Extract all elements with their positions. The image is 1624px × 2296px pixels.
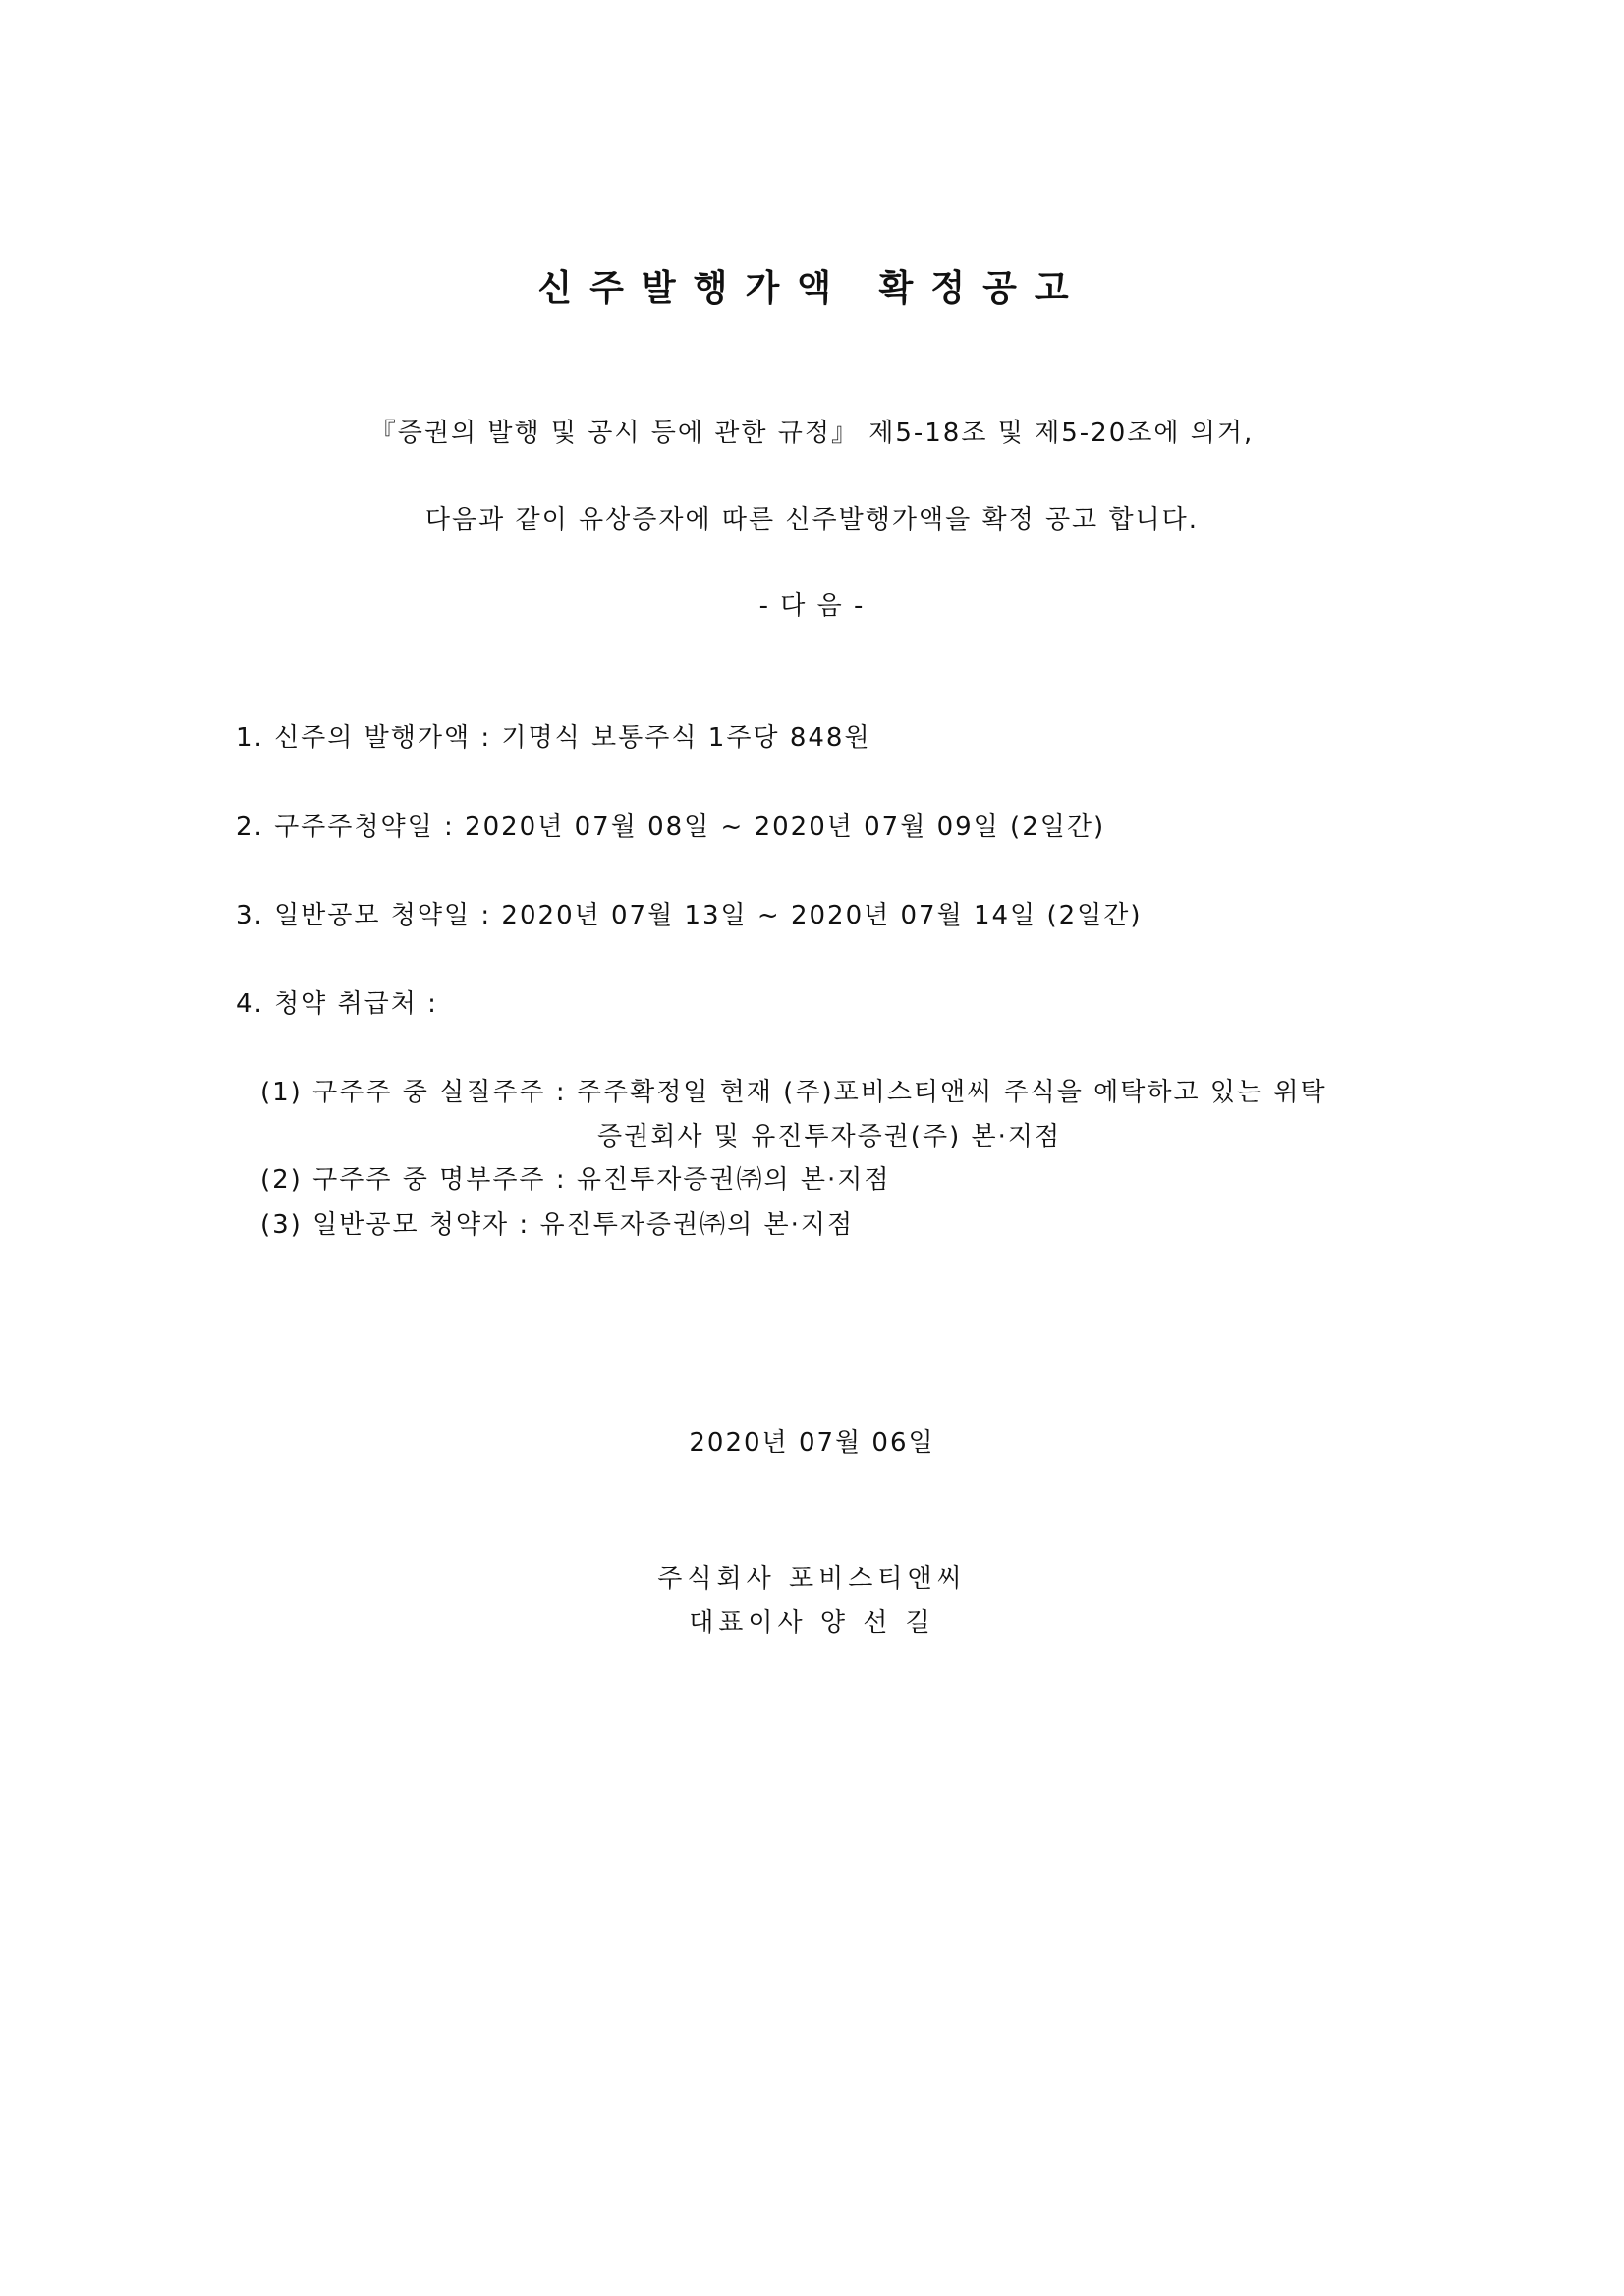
separator-text: - 다 음 - — [758, 591, 866, 621]
intro-line-2: 다음과 같이 유상증자에 따른 신주발행가액을 확정 공고 합니다. — [424, 505, 1200, 534]
list-item-3: 3. 일반공모 청약일 : 2020년 07월 13일 ~ 2020년 07월 14일 (2일간) — [236, 901, 1143, 930]
subitem-1-line-2: 증권회사 및 유진투자증권(주) 본·지점 — [597, 1122, 1062, 1151]
intro-line-1: 『증권의 발행 및 공시 등에 관한 규정』 제5-18조 및 제5-20조에 의거, — [369, 419, 1255, 448]
list-item-1: 1. 신주의 발행가액 : 기명식 보통주식 1주당 848원 — [236, 723, 871, 753]
signature-company: 주식회사 포비스티앤씨 — [657, 1564, 967, 1594]
page-title: 신주발행가액 확정공고 — [537, 268, 1087, 308]
list-item-2: 2. 구주주청약일 : 2020년 07월 08일 ~ 2020년 07월 09일 (2일간) — [236, 812, 1106, 842]
notice-date: 2020년 07월 06일 — [689, 1428, 935, 1458]
subitem-1-line-1: (1) 구주주 중 실질주주 : 주주확정일 현재 (주)포비스티앤씨 주식을 예탁하고 있는 위탁 — [260, 1078, 1327, 1107]
subitem-3: (3) 일반공모 청약자 : 유진투자증권㈜의 본·지점 — [260, 1210, 855, 1240]
subitem-2: (2) 구주주 중 명부주주 : 유진투자증권㈜의 본·지점 — [260, 1165, 891, 1195]
signature-representative: 대표이사 양 선 길 — [689, 1608, 935, 1638]
list-item-4: 4. 청약 취급처 : — [236, 989, 438, 1019]
